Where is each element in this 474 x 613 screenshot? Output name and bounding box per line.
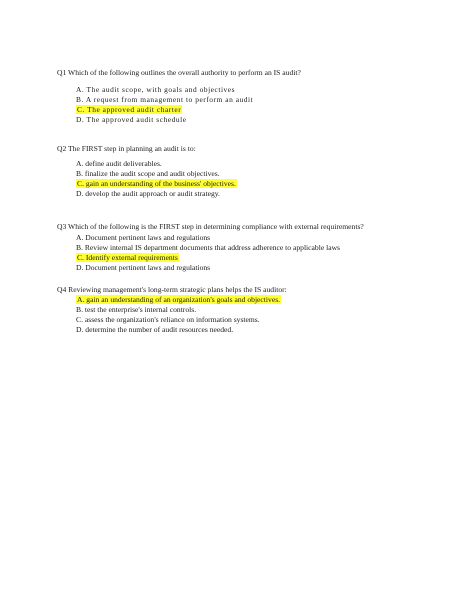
question-2-option-d: D. develop the audit approach or audit strategy. [76,189,220,198]
question-3-option-c: C. Identify external requirements [77,253,178,262]
question-2-option-b: B. finalize the audit scope and audit objectives. [76,169,220,178]
question-4-option-d: D. determine the number of audit resources needed. [76,325,234,334]
question-2-prompt: Q2 The FIRST step in planning an audit is to: [57,144,196,153]
question-4-option-a: A. gain an understanding of an organization's goals and objectives. [77,295,281,304]
question-1-option-a: A. The audit scope, with goals and objectives [76,85,236,94]
question-3-prompt: Q3 Which of the following is the FIRST step in determining compliance with external requirements? [57,222,364,231]
question-1-option-b: B. A request from management to perform an audit [76,95,254,104]
question-1-option-c: C. The approved audit charter [77,105,182,114]
question-4-option-b: B. test the enterprise's internal controls. [76,305,197,314]
question-3-option-a: A. Document pertinent laws and regulations [76,233,211,242]
question-1-prompt: Q1 Which of the following outlines the overall authority to perform an IS audit? [57,68,301,77]
question-2-option-c: C. gain an understanding of the business' objectives. [77,179,236,188]
question-4-prompt: Q4 Reviewing management's long-term strategic plans helps the IS auditor: [57,285,287,294]
question-4-option-c: C. assess the organization's reliance on information systems. [76,315,260,324]
question-3-option-b: B. Review internal IS department documents that address adherence to applicable laws [76,243,341,252]
question-1-option-d: D. The approved audit schedule [76,115,187,124]
question-2-option-a: A. define audit deliverables. [76,159,162,168]
question-3-option-d: D. Document pertinent laws and regulations [76,263,211,272]
